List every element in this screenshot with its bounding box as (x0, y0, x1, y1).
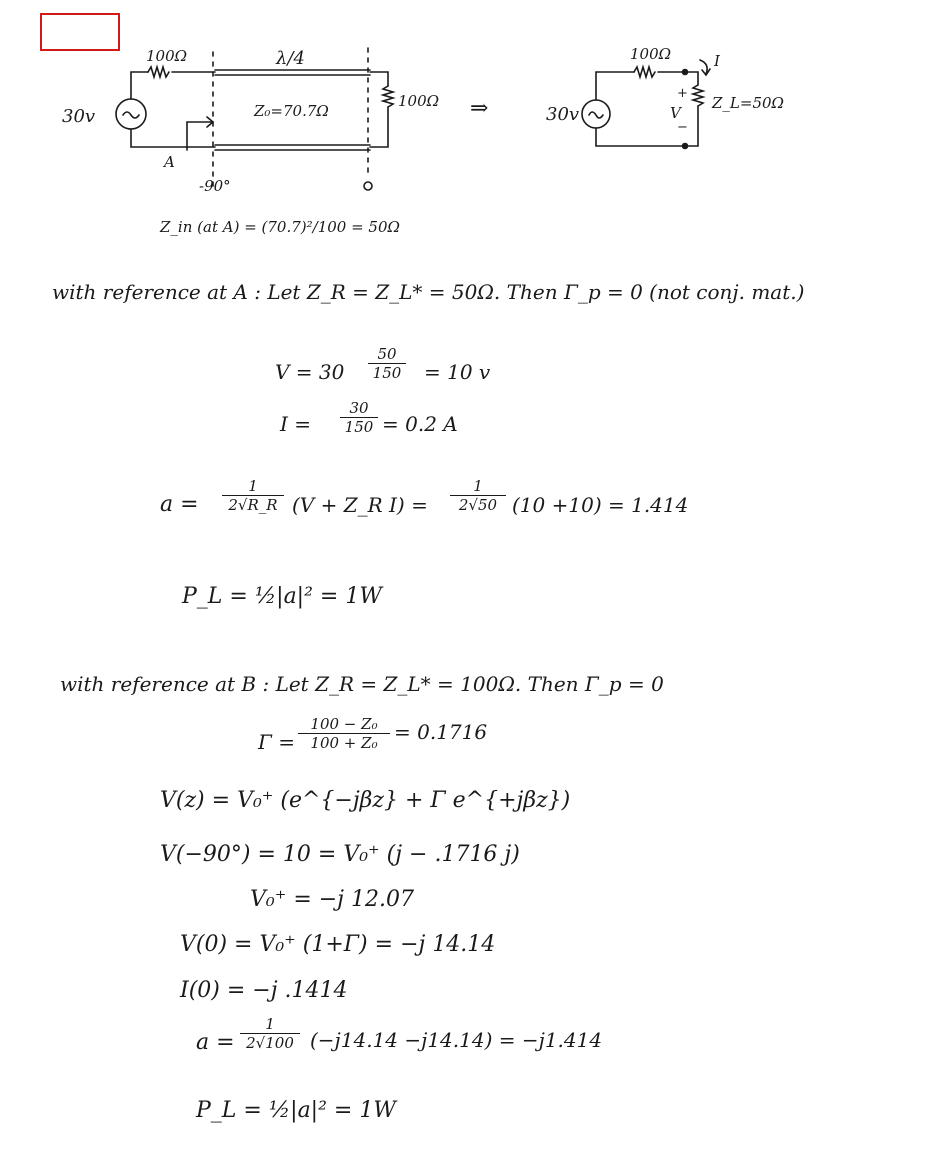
line-length-label: λ/4 (276, 48, 305, 69)
a-b-left: a = (196, 1030, 235, 1055)
gamma-right: = 0.1716 (394, 720, 488, 744)
gamma-fraction-den: 100 + Z₀ (310, 734, 378, 752)
i0-equation: I(0) = −j .1414 (180, 978, 348, 1003)
right-load-label: Z_L=50Ω (712, 94, 784, 112)
right-resistor-label: 100Ω (630, 45, 672, 63)
gamma-left: Γ = (258, 730, 295, 754)
i-eq-left: I = (280, 412, 312, 436)
a-eq-mid: (V + Z_R I) = (292, 493, 428, 517)
current-label: I (714, 52, 720, 70)
a-b-fraction (240, 1016, 300, 1051)
equivalence-arrow: ⇒ (470, 96, 489, 121)
a-b-fraction-num: 1 (265, 1015, 275, 1033)
i-fraction (340, 400, 378, 435)
gamma-fraction (298, 716, 390, 751)
minus-sign: − (677, 120, 688, 135)
phase-a-label: -90° (199, 177, 231, 195)
i-fraction-den: 150 (344, 418, 374, 436)
a-b-right: (−j14.14 −j14.14) = −j1.414 (310, 1028, 603, 1052)
vz-equation: V(z) = V₀⁺ (e^{−jβz} + Γ e^{+jβz}) (160, 788, 571, 813)
v-fraction (368, 346, 406, 381)
a-b-fraction-den: 2√100 (246, 1034, 294, 1052)
v0-plus-equation: V₀⁺ = −j 12.07 (250, 887, 414, 912)
point-a-label: A (164, 153, 175, 171)
a-eq-right: (10 +10) = 1.414 (512, 493, 689, 517)
line-impedance-label: Z₀=70.7Ω (254, 102, 329, 120)
left-resistor-label: 100Ω (146, 47, 188, 65)
v-minus90-equation: V(−90°) = 10 = V₀⁺ (j − .1716 j) (160, 842, 520, 867)
v-fraction-num: 50 (377, 345, 397, 363)
zin-equation: Z_in (at A) = (70.7)²/100 = 50Ω (160, 218, 400, 236)
a-fraction-1-den: 2√R_R (228, 496, 278, 514)
a-fraction-2-den: 2√50 (458, 496, 498, 514)
left-source-label: 30v (62, 106, 96, 127)
right-source-label: 30v (546, 104, 580, 125)
a-fraction-1-num: 1 (248, 477, 258, 495)
left-load-label: 100Ω (398, 92, 440, 110)
v-eq-right: = 10 v (424, 360, 491, 384)
a-eq-left: a = (160, 492, 199, 517)
section-a-heading: with reference at A : Let Z_R = Z_L* = 50Ω. Then Γ_p = 0 (not conj. mat.) (52, 280, 805, 304)
plus-sign: + (677, 86, 688, 101)
v-fraction-den: 150 (372, 364, 402, 382)
pl-a-equation: P_L = ½|a|² = 1W (182, 584, 382, 609)
v-eq-left: V = 30 (275, 360, 345, 384)
i-eq-right: = 0.2 A (382, 412, 458, 436)
a-fraction-1 (222, 478, 284, 513)
pl-b-equation: P_L = ½|a|² = 1W (196, 1098, 396, 1123)
section-b-heading: with reference at B : Let Z_R = Z_L* = 100Ω. Then Γ_p = 0 (60, 672, 664, 696)
voltage-label: V (670, 104, 681, 122)
circuit-diagram (0, 0, 937, 260)
gamma-fraction-num: 100 − Z₀ (310, 715, 378, 733)
a-fraction-2 (450, 478, 506, 513)
a-fraction-2-num: 1 (473, 477, 483, 495)
i-fraction-num: 30 (349, 399, 369, 417)
v0-equation: V(0) = V₀⁺ (1+Γ) = −j 14.14 (180, 932, 496, 957)
